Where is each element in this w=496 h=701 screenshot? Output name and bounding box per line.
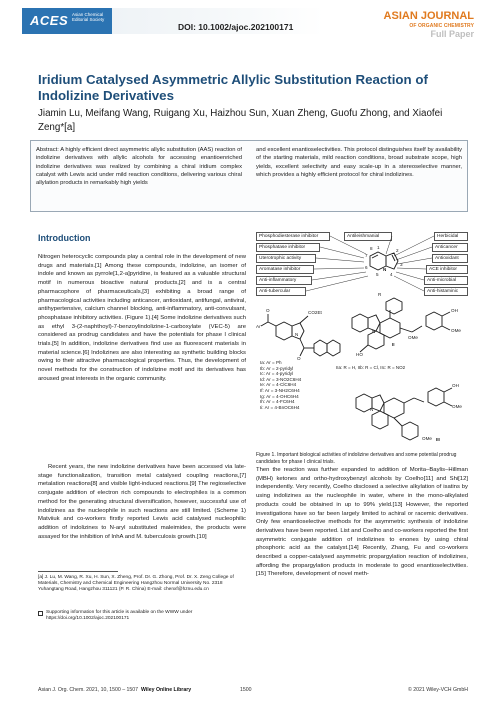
figure-1-caption: Figure 1. Important biological activities of indolizine derivatives and some potential prodrug candidates for phase I clinical trials. <box>256 452 457 465</box>
ring-number-6: 6 <box>365 265 368 270</box>
supporting-info-text[interactable]: Supporting information for this article is available on the WWW under https://doi.org/10.1002/ajoc.202100171 <box>46 610 193 622</box>
activity-box-left-1: Phosphatase inhibitor <box>256 243 320 252</box>
label-o-1: O <box>266 308 270 313</box>
ring-number-7: 7 <box>365 253 368 258</box>
figure-1 <box>256 232 468 454</box>
series-i-item: Ic: Ar = 4-pyridyl <box>260 371 294 377</box>
label-oh-2: OH <box>452 383 459 388</box>
supporting-info-icon <box>38 611 43 616</box>
ring-number-8: 8 <box>370 246 373 251</box>
series-i-item: Ih: Ar = 4-FC6H4 <box>260 399 295 405</box>
intro-paragraph-2: Recent years, the new indolizine derivatives have been accessed via late-stage functionalization, transition metal catalysed coupling reactions,[7] metalation reactions[8] and visible light-induced reactions.[9] The regioselective conjugate addition of electron rich compounds to electrophiles is a common method for the generating structural diversification, however, successful use of indolizines as the nucleophile in such reactions are still limited. (Scheme 1) Matviiuk and co-workers firstly reported Lewis acid catalysed nucleophilic addition of indolizines to N-aryl substituted maleimides, the products were assayed for the inhibition of InhA and M. tuberculosis growth.[10] <box>38 464 246 540</box>
label-r: R <box>378 292 382 297</box>
label-iii: III <box>436 437 440 442</box>
label-iia-iic: IIa: R = H, IIb: R = Cl, IIc: R = NO2 <box>336 365 406 370</box>
series-i-item: If: Ar = 3-NH2C6H4 <box>260 387 300 393</box>
label-ome-2: OMe <box>408 335 418 340</box>
series-i-item: Ib: Ar = 2-pyridyl <box>260 365 294 371</box>
intro-paragraph-1: Nitrogen heterocyclic compounds play a central role in the development of new drugs and materials.[1] Among these compounds, indolizine, an isomer of indole and known as pyrrole[1,2-a]pyridine, is featured as a valuable structural motif in numerous bioactive natural products,[2] and is a central pharmacophore of pharmaceuticals,[3] exhibiting a broad range of pharmacological activities including anticancer, antioxidant, antifungal, antiviral, antihypertensive, calcium channel blocking, anti-inflammatory, anti-convulsant, phosphatase inhibitory activities. (Figure 1).[4] Some indolizine derivatives such as ethyl 3-(2-naphthoyl)-7-benzoylindolizine-1-carboxylate (VEC-5) are considered as prodrug candidates and have the potentials for phase I clinical trials.[5] In addition, indolizine derivatives find use as fluorescent materials in material science.[6] Indolizines are also interesting as synthetic building blocks owing to their attractive pharmacological properties. Thus, the development of novel methods for the construction of indolizine motif and its derivatives has aroused great interests in the organic community. <box>38 254 246 382</box>
label-ome-3: OMe <box>452 404 462 409</box>
footer-wiley-online-library[interactable]: Wiley Online Library <box>141 687 192 693</box>
series-i-item: Ii: Ar = 4-BnOC6H4 <box>260 404 300 410</box>
intro-paragraph-3: Then the reaction was further expanded to addition of Morita–Baylis–Hillman (MBH) ketones and ortho-hydroxybenzyl alcohols by Coelho[11] and Shi[12] independently. Very recently, Coelho disclosed a selective alkylation of isatins by using indolizines as the nucleophile in water, where in the mono-alkylated products could be obtained in up to 99% yield.[13] However, the reported investigations have so far been largely limited to achiral or racemic derivatives. Only few enantioselective methods for the asymmetric synthesis of indolizine derivatives have been reported. List and Coelho and co-workers reported the first asymmetric conjugate addition of indolizines to enones by using chiral phosphoric acid as the catalyst.[14] Recently, Zhang, Fu and co-workers described a copper-catalysed asymmetric propargylation reaction of indolizines, affording the propargylation products in moderate to good enantioselectivities.[15] Therefore, development of novel meth- <box>256 467 468 578</box>
label-co2et: CO2Et <box>308 310 322 315</box>
footer-copyright: © 2021 Wiley-VCH GmbH <box>407 687 468 693</box>
journal-name: ASIAN JOURNAL <box>383 10 474 22</box>
activity-box-left-4: Anti-inflammatory <box>256 276 312 285</box>
abstract-left: Abstract: A highly efficient direct asymmetric allylic substitution (AAS) reaction of indolizine derivatives with allylic alcohols for accessing enantioenriched indolizine derivatives was realized by combining a chiral iridium complex catalyst with Lewis acid under mild reaction conditions, delivering various chiral allylation products in remarkably high yields <box>36 147 242 187</box>
series-i-item: Ig: Ar = 4-OHC6H4 <box>260 393 299 399</box>
activity-box-right-3: Antioxidant <box>432 254 468 263</box>
activity-box-right-4: ACE inhibitor <box>426 265 468 274</box>
ring-number-2: 2 <box>396 248 399 253</box>
footnote-supporting-info <box>38 610 246 622</box>
activity-box-left-5: Anti-tubercular <box>256 287 306 296</box>
ring-nitrogen: N <box>383 267 387 272</box>
activity-box-left-3: Aromatase inhibitor <box>256 265 314 274</box>
series-i-item: Ia: Ar = Ph <box>260 360 282 365</box>
label-n-2: N <box>372 329 376 334</box>
page-header <box>0 0 496 44</box>
footer-page-number: 1500 <box>240 687 252 693</box>
label-o-2: O <box>297 356 301 361</box>
series-i-item: Ie: Ar = 4-ClC6H4 <box>260 382 297 388</box>
aces-logo-subtitle: Asian Chemical Editorial Society <box>72 12 105 22</box>
label-ar: Ar <box>256 324 261 329</box>
label-ome-4: OMe <box>422 436 432 441</box>
activity-box-right-0: Antileishmanial <box>344 232 392 241</box>
section-heading-introduction: Introduction <box>38 233 91 243</box>
activity-box-right-1: Herbicidal <box>434 232 468 241</box>
ring-number-1: 1 <box>377 245 380 250</box>
series-i-list <box>260 360 320 410</box>
aces-logo-word: ACES <box>30 13 69 28</box>
activity-box-right-5: Anti-microbial <box>424 276 468 285</box>
footnote-affiliation: [a] J. Lu, M. Wang, R. Xu, H. Sun, X. Zheng, Prof. Dr. G. Zhong, Prof. Dr. X. Zeng College of Materials, Chemistry and Chemical Engineering Hangzhou Normal University No. 2318 Yuhangtang Road, Hangzhou 311121 (P. R. China) E-mail: chenxf@hznu.edu.cn <box>38 575 234 593</box>
label-n-3: N <box>370 407 374 412</box>
series-i-item: Id: Ar = 3-NO2C6H4 <box>260 376 302 382</box>
label-ii: II <box>392 342 395 347</box>
activity-box-left-2: Uterotrophic activity <box>256 254 316 263</box>
article-authors: Jiamin Lu, Meifang Wang, Ruigang Xu, Haizhou Sun, Xuan Zheng, Guofu Zhong, and Xiaofei Zeng*[a] <box>38 108 443 133</box>
doi-link[interactable]: DOI: 10.1002/ajoc.202100171 <box>178 22 294 32</box>
abstract-right: and excellent enantioselectivities. This protocol distinguishes itself by availability of the starting materials, mild reaction conditions, broad substrate scope, high yields, excellent selectivity and easy scale-up in a stereoselective manner, which provides a highly efficient protocol for chiral indolizines. <box>256 147 462 178</box>
label-n-1: N <box>295 332 299 337</box>
footnote-rule <box>38 571 118 572</box>
activity-box-left-0: Phosphodiesterase inhibitor <box>256 232 330 241</box>
article-type: Full Paper <box>430 29 474 39</box>
structure-iii-diagram <box>352 378 468 448</box>
journal-subname: OF ORGANIC CHEMISTRY <box>409 23 474 29</box>
activity-box-right-6: Anti-histaminic <box>424 287 468 296</box>
label-oh-1: OH <box>451 308 458 313</box>
label-ome-1: OMe <box>451 328 461 333</box>
activity-box-right-2: Anticancer <box>432 243 468 252</box>
ring-number-3: 3 <box>400 262 403 267</box>
footer-citation: Asian J. Org. Chem. 2021, 10, 1500 – 1507 <box>38 687 139 693</box>
ring-number-4: 4 <box>390 272 393 277</box>
article-title: Iridium Catalysed Asymmetric Allylic Substitution Reaction of Indolizine Derivatives <box>38 72 428 103</box>
ring-number-5: 5 <box>376 272 379 277</box>
label-ho: HO <box>356 352 363 357</box>
